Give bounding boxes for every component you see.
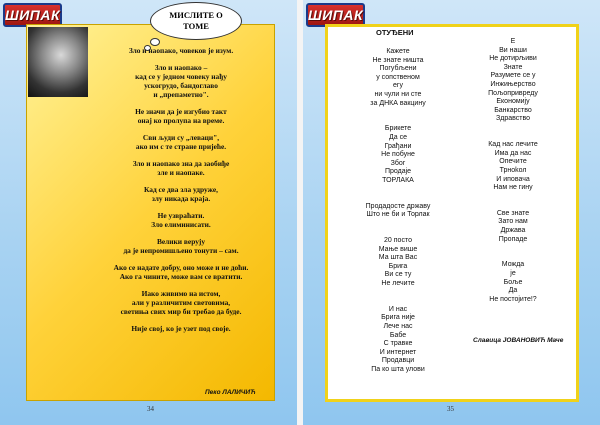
thinker-statue-image bbox=[28, 27, 88, 97]
stanza: Не значи да је изгубио такт онај ко пролупа на време. bbox=[135, 107, 227, 125]
bubble-tail bbox=[150, 38, 160, 46]
stanza: Сви људи су „леваци", ако им с те стране пријеће. bbox=[135, 133, 227, 151]
left-page bbox=[0, 0, 297, 425]
stanza: Не узвраћати. Зло елиминисати. bbox=[151, 211, 211, 229]
stanza: Кад се два зла удруже, злу никада краја. bbox=[144, 185, 218, 203]
author-signature: Славица ЈОВАНОВИЋ Мачe bbox=[473, 337, 564, 344]
stanza: Зло и наопако, човеков је изум. bbox=[128, 46, 234, 55]
page-number: 35 bbox=[447, 405, 454, 413]
right-page bbox=[303, 0, 600, 425]
page-number: 34 bbox=[147, 405, 154, 413]
stanza: Иако живимо на истом, али у различитим световима, светиња свих мир би требао да буде. bbox=[120, 289, 242, 316]
aphorisms-text bbox=[92, 46, 270, 341]
stanza: Није свој, ко је узет под своје. bbox=[131, 324, 231, 333]
shipak-logo: ШИПАК bbox=[306, 3, 365, 27]
stanza: Велики верују да је непромишљено тонути – сам. bbox=[123, 237, 239, 255]
author-signature: Пеко ЛАЛИЧИЋ bbox=[205, 389, 256, 396]
stanza: Ако се надате добру, оно може и не доћи. Ако га чините, може вам се вратити. bbox=[113, 263, 249, 281]
stanza: Зло и наопако – кад се у једном човеку нађу ускогрудо, бандоглаво и „препаметно". bbox=[135, 63, 227, 99]
shipak-logo: ШИПАК bbox=[3, 3, 62, 27]
poem-column-right: Е Ви наши Не дотирљиви Знате Разумете се у Инжињерство Пољопривреду Економију Банкарство Здравство Кад нас лечите Има да нас Опечите Трноkол И иповача Нам не гину Све знате Зато нам Држава Пропаде Можда је Боље Да Не постојите!? bbox=[488, 38, 538, 303]
poem-column-left: Кажете Не знате ништа Погубљени у сопственом егу ни чули ни сте за ДНКА вакцину Брикете Да се Грађани Не побуне Због Продаје ТОРЛАКА Продадосте државу Што не би и Торлак 20 посто Мање више Ма шта Вас Брига Ви се ту Не лечите И нас Брига није Лече нас Бабе С травке И интернет Продавци Па ко шта улови bbox=[365, 48, 431, 373]
thought-bubble-title: МИСЛИТЕ О ТОМЕ bbox=[150, 2, 242, 40]
poem-title: ОТУЂЕНИ bbox=[376, 28, 414, 37]
stanza: Зло и наопако зна да заобиђе зле и наопаке. bbox=[132, 159, 230, 177]
